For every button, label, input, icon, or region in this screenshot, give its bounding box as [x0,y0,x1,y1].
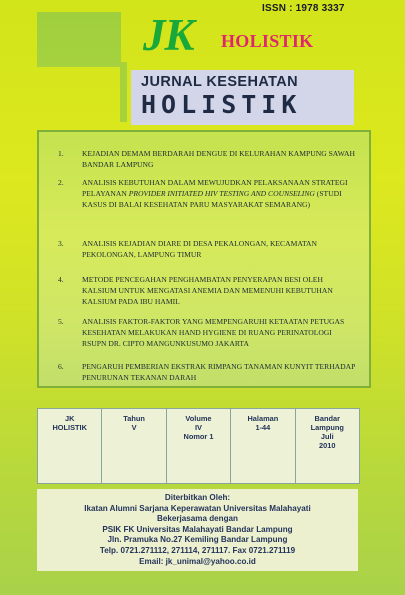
toc-item-title [82,316,357,349]
logo-holistik: HOLISTIK [221,31,314,51]
issue-info-cell-text: Bandar Lampung Juli 2010 [310,414,344,450]
logo-jk: JK [143,10,194,60]
toc-item-title-part: ANALISIS KEJADIAN DIARE DI DESA PEKALONGAN, KECAMATAN PEKOLONGAN, LAMPUNG TIMUR [82,239,318,259]
issue-info-cell-place-date [295,409,359,484]
publisher-line: Telp. 0721.271112, 271114, 271117. Fax 0721.271119 [99,545,296,555]
issue-info-cell-journal [38,409,102,484]
publisher-line: Email: jk_unimal@yahoo.co.id [139,556,256,566]
toc-item-title-part: KEJADIAN DEMAM BERDARAH DENGUE DI KELURAHAN KAMPUNG SAWAH BANDAR LAMPUNG [82,149,355,169]
toc-item-number: 5. [58,317,64,326]
publisher-lines [37,489,358,567]
issue-info-row [38,409,360,484]
issue-info-cell-text: JK HOLISTIK [52,414,87,432]
toc-item-title-part: (STUDI KASUS DI BALAI KESEHATAN PARU MASYARAKAT SEMARANG) [82,189,342,209]
issue-info-cell-text: Halaman 1-44 [247,414,279,432]
publisher-box [37,489,358,571]
toc-item-title-part: METODE PENCEGAHAN PENGHAMBATAN PENYERAPAN BESI OLEH KALSIUM UNTUK MENGATASI ANEMIA DAN MEMENUHI KEBUTUHAN KALSIUM PADA IBU HAMIL [82,275,333,306]
toc-item-number: 4. [58,275,64,284]
toc-item-title-part: ANALISIS FAKTOR-FAKTOR YANG MEMPENGARUHI KETAATAN PETUGAS KESEHATAN MELAKUKAN HAND HYGIENE DI RUANG PERINATOLOGI RSUPN DR. CIPTO MANGUNKUSUMO JAKARTA [82,317,345,348]
issue-info-table [37,408,360,484]
masthead-title-line1: JURNAL KESEHATAN [141,74,299,90]
issue-info-cell-year [102,409,166,484]
toc-item-title-part: ANALISIS KEBUTUHAN DALAM MEWUJUDKAN PELAKSANAAN STRATEGI PELAYANAN [82,178,348,198]
publisher-line: PSIK FK Universitas Malahayati Bandar Lampung [102,524,293,534]
publisher-line: Diterbitkan Oleh: [164,493,231,502]
publisher-line: Bekerjasama dengan [157,514,238,524]
toc-item-title [82,238,357,260]
toc-item-title [82,361,357,383]
publisher-line: Jln. Pramuka No.27 Kemiling Bandar Lampung [107,535,288,545]
toc-item-title-part: PENGARUH PEMBERIAN EKSTRAK RIMPANG TANAMAN KUNYIT TERHADAP PENURUNAN TEKANAN DARAH [82,362,356,382]
toc-item-title [82,148,357,170]
publisher-line: Ikatan Alumni Sarjana Keperawatan Universitas Malahayati [84,503,311,513]
issue-info-cell-pages [231,409,295,484]
toc-item-number: 2. [58,178,64,187]
toc-item-number: 6. [58,362,64,371]
toc-item-title-italic: PROVIDER INITIATED HIV TESTING AND COUNSELING [128,189,315,198]
toc-item-title [82,177,357,210]
masthead-title-line2: HOLISTIK [141,90,302,119]
issue-info-cell-text: Volume IV Nomor 1 [183,414,214,441]
issue-info-cell-text: Tahun V [123,414,145,432]
masthead-accent-bar [120,62,127,122]
issn-label: ISSN : 1978 3337 [262,3,345,14]
top-left-decor-box [37,12,121,67]
toc-item-title [82,274,357,307]
issue-info-cell-volume [166,409,230,484]
toc-item-number: 1. [58,149,64,158]
toc-item-number: 3. [58,239,64,248]
